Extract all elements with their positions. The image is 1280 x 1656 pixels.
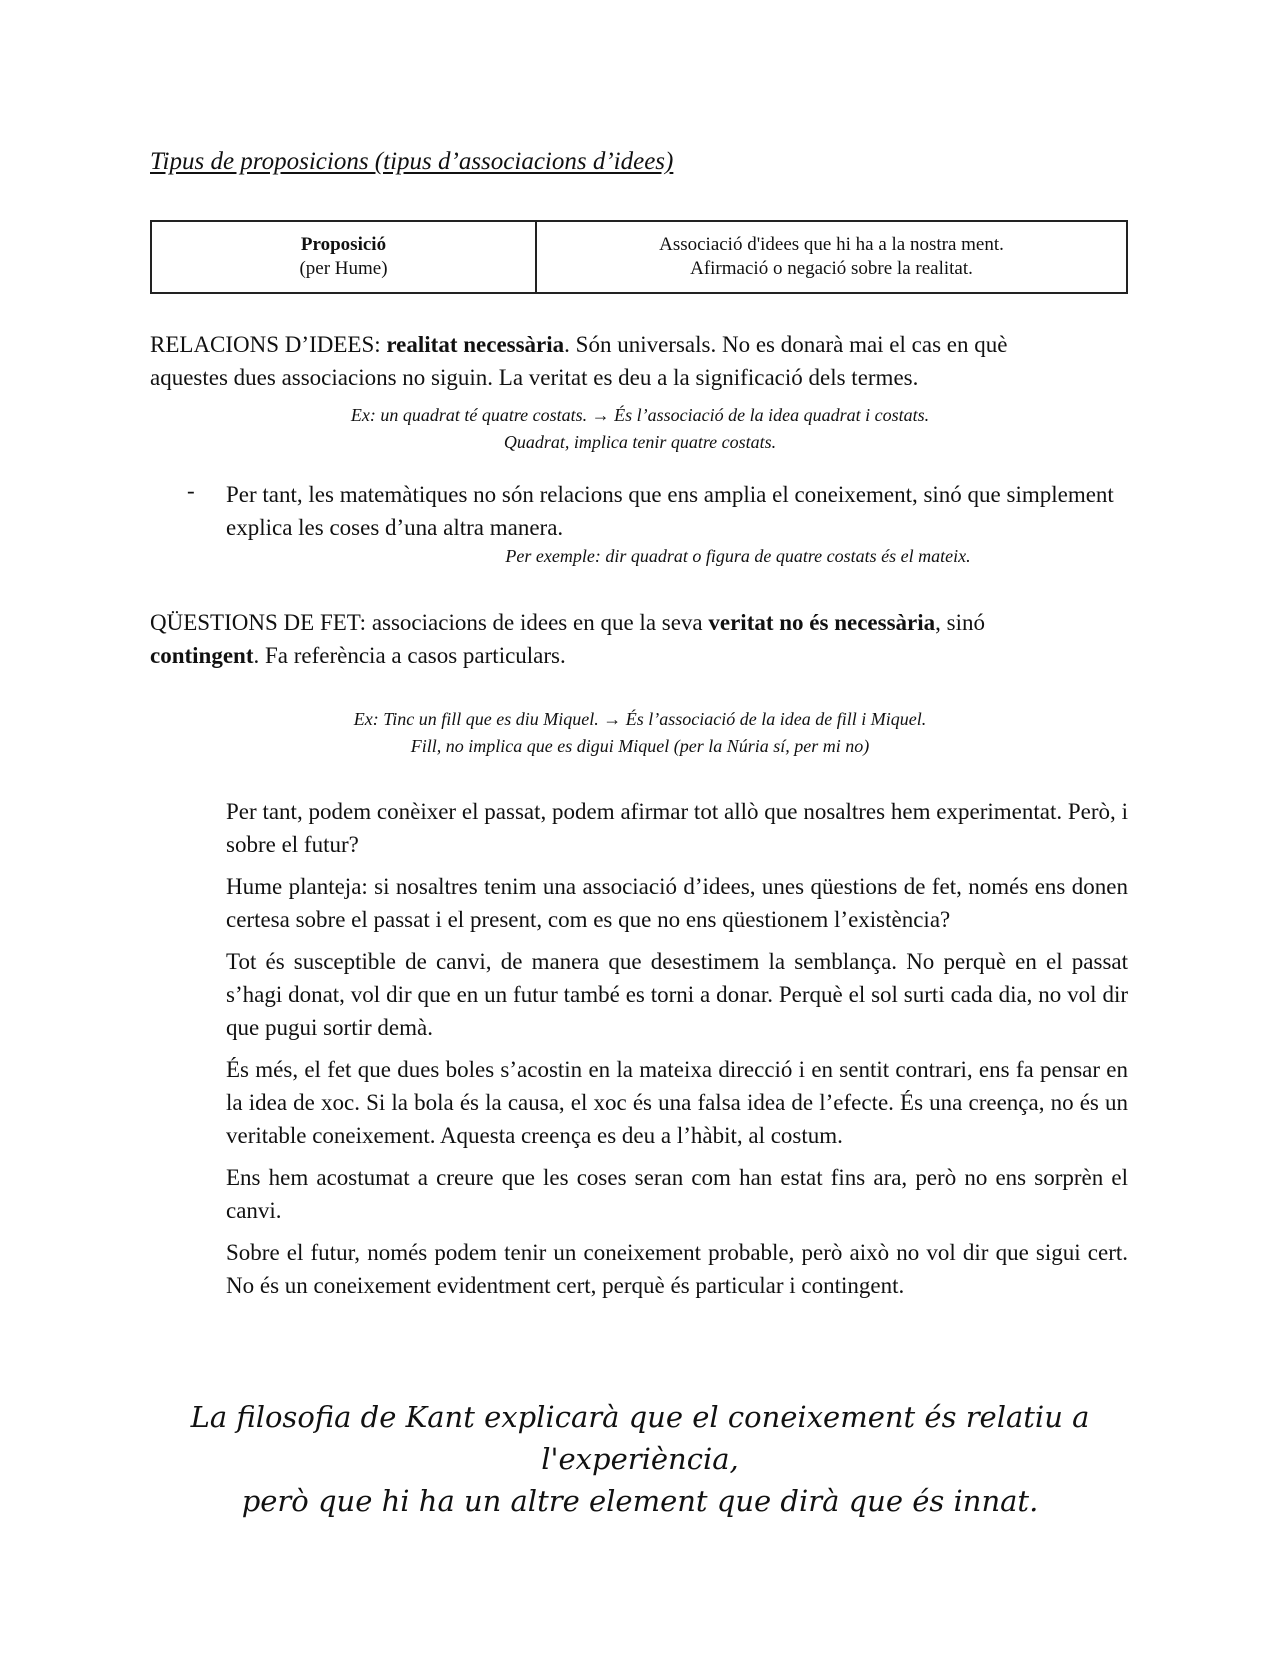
definition-term-cell <box>151 221 536 293</box>
questions-heading <box>150 606 1130 639</box>
bullet-example: Per exemple: dir quadrat o figura de quatre costats és el mateix. <box>505 546 971 566</box>
paragraph-1: Per tant, podem conèixer el passat, podem afirmar tot allò que nosaltres hem experimentat. Però, i sobre el futur? <box>226 799 1128 857</box>
questions-bold-1: veritat no és necessària <box>708 610 936 635</box>
bullet-marker: - <box>187 478 195 503</box>
questions-bold-2: contingent <box>150 643 254 668</box>
questions-after-bold-2: . Fa referència a casos particulars. <box>253 643 566 668</box>
paragraph-3: Tot és susceptible de canvi, de manera que desestimem la semblança. No perquè en el passat s’hagi donat, vol dir que en un futur també es torni a donar. Perquè el sol surti cada dia, no vol dir que pugui sortir demà. <box>226 949 1128 1040</box>
relacions-bold: realitat necessària <box>386 332 565 357</box>
section-title: Tipus de proposicions (tipus d’associacions d’idees) <box>150 148 674 175</box>
questions-example-1: Ex: Tinc un fill que es diu Miquel. → És l’associació de la idea de fill i Miquel. <box>353 709 927 729</box>
definition-text-cell <box>536 221 1127 293</box>
relacions-heading <box>150 328 1130 361</box>
paragraph-6: Sobre el futur, només podem tenir un coneixement probable, però això no vol dir que sigui cert. No és un coneixement evidentment cert, perquè és particular i contingent. <box>226 1240 1128 1298</box>
closing-line-1: La filosofia de Kant explicarà que el coneixement és relatiu a l'experiència, <box>190 1400 1090 1476</box>
closing-quote <box>120 1396 1160 1522</box>
paragraph-2: Hume planteja: si nosaltres tenim una associació d’idees, unes qüestions de fet, només ens donen certesa sobre el passat i el present, com es que no ens qüestionem l’existència? <box>226 874 1128 932</box>
paragraph-4: És més, el fet que dues boles s’acostin en la mateixa direcció i en sentit contrari, ens fa pensar en la idea de xoc. Si la bola és la causa, el xoc és una falsa idea de l’efecte. És una creença, no és un veritable coneixement. Aquesta creença es deu a l’hàbit, al costum. <box>226 1057 1128 1148</box>
questions-label: QÜESTIONS DE FET: associacions de idees en que la seva <box>150 610 709 635</box>
definition-term-sub: (per Hume) <box>299 258 388 279</box>
questions-after-bold-1: , sinó <box>935 610 985 635</box>
questions-example-2: Fill, no implica que es digui Miquel (per la Núria sí, per mi no) <box>410 736 870 756</box>
relacions-line-2: aquestes dues associacions no siguin. La veritat es deu a la significació dels termes. <box>150 365 919 390</box>
relacions-example-2: Quadrat, implica tenir quatre costats. <box>503 432 777 452</box>
relacions-rest: . Són universals. No es donarà mai el cas en què <box>564 332 1008 357</box>
questions-line-2 <box>150 639 1130 672</box>
relacions-example-1: Ex: un quadrat té quatre costats. → És l’associació de la idea quadrat i costats. <box>350 405 930 425</box>
definition-table <box>150 220 1128 294</box>
definition-line-1: Associació d'idees que hi ha a la nostra ment. <box>659 234 1004 255</box>
relacions-label: RELACIONS D’IDEES: <box>150 332 387 357</box>
bullet-text: Per tant, les matemàtiques no són relacions que ens amplia el coneixement, sinó que simplement explica les coses d’una altra manera. <box>226 482 1114 540</box>
paragraph-5: Ens hem acostumat a creure que les coses seran com han estat fins ara, però no ens sorprèn el canvi. <box>226 1165 1128 1223</box>
definition-term: Proposició <box>300 234 387 255</box>
definition-line-2: Afirmació o negació sobre la realitat. <box>690 258 973 279</box>
closing-line-2: però que hi ha un altre element que dirà que és innat. <box>241 1484 1039 1518</box>
